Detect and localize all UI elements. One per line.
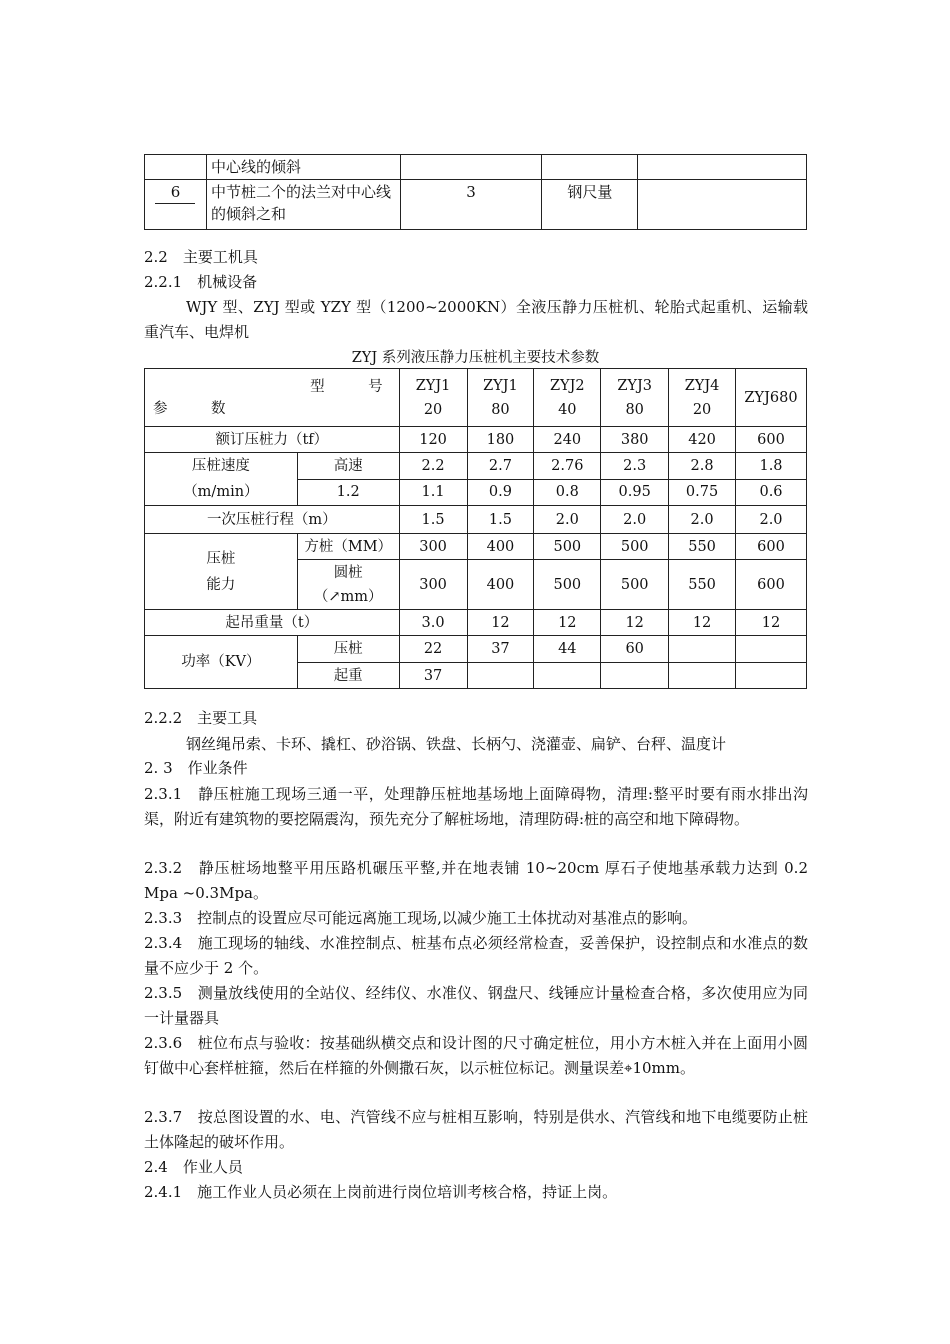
table-cell: 12 [467,610,534,636]
table-cell: 0.8 [534,479,601,506]
table-cell: 500 [534,534,601,560]
table-cell: 550 [669,534,736,560]
row-label: 额订压桩力（tf） [145,427,400,453]
table-cell: 1.1 [399,479,467,506]
row-label: 一次压桩行程（m） [145,506,400,534]
table-cell: 420 [669,427,736,453]
table-cell: 12 [534,610,601,636]
model-name: ZYJ240 [549,377,585,418]
model-name: ZYJ380 [617,377,653,418]
paragraph: WJY 型、ZYJ 型或 YZY 型（1200~2000KN）全液压静力压桩机、轮胎式起重机、运输载重汽车、电焊机 [144,298,808,341]
model-name: ZYJ120 [415,377,451,418]
section-heading: 2.2.1 机械设备 [144,273,258,291]
paragraph: 2.3.7 按总图设置的水、电、汽管线不应与桩相互影响，特别是供水、汽管线和地下电缆要防止桩土体隆起的破坏作用。 [144,1108,808,1151]
speed-label: 压桩速度（m/min） [183,458,259,500]
table-cell: 600 [736,560,807,610]
table-row [145,155,807,180]
model-name: ZYJ180 [483,377,518,418]
table-cell [736,663,807,689]
header-cell [145,369,400,427]
table-cell: 500 [601,534,669,560]
capacity-label: 能力 [206,576,236,593]
table-cell: 1.5 [399,506,467,534]
table-cell: 550 [669,560,736,610]
table-cell: 500 [601,560,669,610]
table-cell: 180 [467,427,534,453]
table-cell [601,663,669,689]
table-cell: 300 [399,560,467,610]
table-cell [467,663,534,689]
paragraph: 2.3.3 控制点的设置应尽可能远离施工现场,以减少施工土体扰动对基准点的影响。 [144,909,697,927]
row-label [145,453,298,506]
table-row [145,180,807,230]
paragraph: 钢丝绳吊索、卡环、撬杠、砂浴锅、铁盘、长柄勺、浇灌壶、扁铲、台秤、温度计 [186,735,727,753]
table-cell [638,180,807,230]
model-cell [669,369,736,427]
table-cell: 12 [601,610,669,636]
table-cell: 44 [534,636,601,663]
table-row [145,506,807,534]
table-cell: 37 [467,636,534,663]
sub-label: 1.2 [297,479,399,506]
sub-label: 高速 [297,453,399,480]
table-cell [400,155,542,180]
table-cell [145,180,207,230]
paragraph: 2.3.4 施工现场的轴线、水准控制点、桩基布点必须经常检查，妥善保护，设控制点和水准点的数量不应少于 2 个。 [144,934,808,977]
paragraph: 2.3.1 静压桩施工现场三通一平，处理静压桩地基场地上面障碍物，清理:整平时要有雨水排出沟渠，附近有建筑物的要挖隔震沟，预先充分了解桩场地，清理防碍:桩的高空和地下障碍物。 [144,785,808,828]
table-cell: 600 [736,534,807,560]
table-cell [669,636,736,663]
table-cell: 380 [601,427,669,453]
model-cell [601,369,669,427]
row-label: 功率（KV） [145,636,298,689]
table-cell: 0.75 [669,479,736,506]
table-cell: 中心线的倾斜 [206,155,400,180]
table-cell: 3 [400,180,542,230]
item-number: 6 [155,181,195,204]
header-param-label: 参 数 [153,400,226,417]
table-cell: 600 [736,427,807,453]
table-caption: ZYJ 系列液压静力压桩机主要技术参数 [351,350,600,366]
row-label: 起吊重量（t） [145,610,400,636]
row-label [145,534,298,610]
table-row [145,610,807,636]
model-cell [467,369,534,427]
table-row [145,534,807,560]
table-row [145,427,807,453]
table-cell: 400 [467,534,534,560]
table-row [145,453,807,480]
paragraph: 2.3.2 静压桩场地整平用压路机碾压平整,并在地表铺 10~20cm 厚石子使地基承载力达到 0.2 Mpa ~0.3Mpa。 [144,859,808,902]
table-cell: 2.2 [399,453,467,480]
sub-label: 压桩 [297,636,399,663]
table-cell: 12 [669,610,736,636]
table-cell: 2.3 [601,453,669,480]
model-cell [534,369,601,427]
table-cell [542,155,638,180]
table-cell: 0.9 [467,479,534,506]
table-cell: 2.0 [736,506,807,534]
round-label: 圆桩 [333,564,363,581]
model-cell: ZYJ680 [736,369,807,427]
table-cell: 22 [399,636,467,663]
capacity-label: 压桩 [206,550,236,567]
table-cell: 37 [399,663,467,689]
section-heading: 2. 3 作业条件 [144,759,248,777]
paragraph: 2.3.6 桩位布点与验收：按基础纵横交点和设计图的尺寸确定桩位，用小方木桩入并在上面用小圆钉做中心套样桩箍，然后在样箍的外侧撒石灰，以示桩位标记。测量误差⌖10mm。 [144,1034,808,1077]
table-cell: 400 [467,560,534,610]
spec-table [144,368,807,689]
sub-label [297,560,399,610]
table-cell: 120 [399,427,467,453]
table-cell [145,155,207,180]
sub-label: 方桩（MM） [297,534,399,560]
round-label: （↗mm） [313,588,383,605]
table-cell: 2.7 [467,453,534,480]
table-cell: 1.8 [736,453,807,480]
table-cell [534,663,601,689]
sub-label: 起重 [297,663,399,689]
table-cell: 2.0 [534,506,601,534]
table-cell: 500 [534,560,601,610]
table-cell [736,636,807,663]
deviation-table [144,154,807,230]
table-row [145,636,807,663]
paragraph: 2.3.5 测量放线使用的全站仪、经纬仪、水准仪、钢盘尺、线锤应计量检查合格，多次使用应为同一计量器具 [144,984,808,1027]
table-cell: 3.0 [399,610,467,636]
section-heading: 2.2 主要工机具 [144,248,258,266]
paragraph: 2.4.1 施工作业人员必须在上岗前进行岗位培训考核合格，持证上岗。 [144,1183,618,1201]
table-cell: 12 [736,610,807,636]
table-cell: 2.0 [669,506,736,534]
model-cell [399,369,467,427]
section-heading: 2.2.2 主要工具 [144,709,258,727]
table-cell: 1.5 [467,506,534,534]
table-cell [669,663,736,689]
table-cell: 2.76 [534,453,601,480]
section-heading: 2.4 作业人员 [144,1158,243,1176]
table-cell: 2.0 [601,506,669,534]
table-row [145,369,807,427]
table-cell [638,155,807,180]
table-cell: 0.95 [601,479,669,506]
table-cell: 0.6 [736,479,807,506]
table-cell: 300 [399,534,467,560]
table-cell: 60 [601,636,669,663]
table-cell: 240 [534,427,601,453]
header-model-label: 型 号 [310,378,383,395]
table-cell: 中节桩二个的法兰对中心线的倾斜之和 [206,180,400,230]
model-name: ZYJ420 [684,377,720,418]
table-cell: 2.8 [669,453,736,480]
table-cell: 钢尺量 [542,180,638,230]
